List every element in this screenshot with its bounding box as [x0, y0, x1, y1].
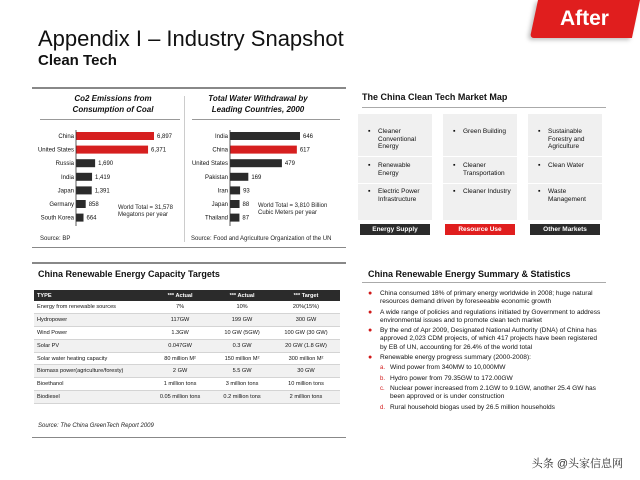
capacity-source: Source: The China GreenTech Report 2009: [38, 423, 154, 429]
table-row: [34, 391, 340, 404]
table-cell: Solar water heating capacity: [34, 352, 148, 365]
market-item: ▪ Cleaner Industry: [453, 188, 511, 195]
coal-category-label: United States: [37, 147, 74, 154]
after-tag: [530, 0, 640, 38]
table-cell: 10 GW (5GW): [212, 326, 272, 339]
table-cell: 0.2 million tons: [212, 391, 272, 404]
summary-bullet-text: By the end of Apr 2009, Designated National Authority (DNA) of China has approved 2,023 CDM projects, of which 417 projects have been registered by EB of UN, accounting for 26.4% of the world total: [380, 327, 597, 351]
summary-sub-item: [368, 375, 604, 383]
summary-sub-item: [368, 385, 604, 402]
sub-item-letter: c.: [380, 385, 385, 392]
water-chart-title: Total Water Withdrawal by Leading Countries, 2000: [208, 94, 308, 114]
summary-list: [368, 290, 604, 414]
summary-bullet: [368, 354, 604, 362]
coal-value-label: 858: [88, 202, 99, 208]
coal-value-label: 6,371: [151, 147, 167, 154]
col-target: *** Target: [272, 290, 340, 301]
table-cell: 20 GW (1.8 GW): [272, 339, 340, 352]
market-item: ▪ Green Building: [453, 128, 506, 135]
summary-title: China Renewable Energy Summary & Statistics: [368, 269, 571, 279]
market-item: ▪ Cleaner Transportation: [453, 162, 505, 177]
coal-category-label: Germany: [49, 202, 74, 208]
table-cell: 1 million tons: [148, 378, 212, 391]
summary-bullet-text: China consumed 18% of primary energy worldwide in 2008; huge natural resources demand driven by foreseeable economic growth: [380, 290, 593, 306]
coal-bar: [76, 200, 86, 208]
water-category-label: Thailand: [204, 215, 228, 222]
col-type: TYPE: [34, 290, 148, 301]
bullet-icon: ●: [368, 290, 373, 297]
water-bar: [230, 159, 282, 167]
table-cell: 10%: [212, 301, 272, 313]
coal-bar: [76, 173, 92, 181]
summary-rule: [362, 282, 606, 283]
water-category-label: China: [212, 147, 228, 154]
sub-item-text: Nuclear power increased from 2.1GW to 9.1GW, another 25.4 GW has been approved or is under construction: [390, 384, 596, 401]
table-cell: 20%(15%): [272, 301, 340, 313]
water-bar: [230, 200, 240, 208]
table-cell: 117GW: [148, 313, 212, 326]
table-cell: 0.047GW: [148, 339, 212, 352]
coal-bar: [76, 159, 95, 167]
market-sep-2: [358, 183, 602, 184]
table-cell: Bioethanol: [34, 378, 148, 391]
table-row: [34, 313, 340, 326]
table-cell: Hydropower: [34, 313, 148, 326]
coal-category-label: China: [58, 134, 74, 140]
table-cell: 3 million tons: [212, 378, 272, 391]
table-cell: 0.3 GW: [212, 339, 272, 352]
coal-category-label: India: [60, 174, 74, 181]
sub-item-letter: d.: [380, 404, 386, 411]
water-category-label: United States: [191, 161, 228, 168]
water-value-label: 169: [251, 174, 262, 181]
summary-bullet: [368, 309, 604, 326]
coal-chart-note: World Total = 31,578 Megatons per year: [118, 205, 173, 218]
table-cell: Energy from renewable sources: [34, 301, 148, 313]
coal-value-label: 664: [86, 215, 97, 222]
table-row: [34, 365, 340, 378]
charts-panel-bottom-border: [32, 247, 346, 248]
table-cell: Wind Power: [34, 326, 148, 339]
water-value-label: 87: [242, 215, 250, 222]
table-cell: Biodiesel: [34, 391, 148, 404]
sub-item-letter: a.: [380, 365, 386, 372]
market-item: ▪ Waste Management: [538, 188, 586, 203]
table-cell: 80 million M²: [148, 352, 212, 365]
coal-bar: [76, 186, 92, 194]
col-actual-2: *** Actual: [212, 290, 272, 301]
coal-chart-source: Source: BP: [40, 236, 71, 242]
charts-divider: [184, 96, 185, 242]
coal-value-label: 6,897: [157, 134, 173, 140]
market-item: ▪ Electric Power Infrastructure: [368, 188, 420, 203]
water-category-label: Japan: [211, 202, 228, 208]
water-value-label: 479: [284, 161, 295, 168]
table-cell: 199 GW: [212, 313, 272, 326]
table-cell: 150 million M²: [212, 352, 272, 365]
water-chart-note: World Total = 3,810 Billion Cubic Meters per year: [258, 203, 328, 216]
table-cell: 300 million M²: [272, 352, 340, 365]
market-item: ▪ Clean Water: [538, 162, 584, 169]
market-map-title: The China Clean Tech Market Map: [362, 92, 508, 102]
water-bar: [230, 146, 297, 154]
coal-chart-title-rule: [40, 119, 180, 120]
coal-category-label: Japan: [57, 188, 74, 195]
table-row: [34, 378, 340, 391]
water-bar: [230, 186, 240, 194]
water-chart-title-rule: [192, 119, 340, 120]
summary-bullet: [368, 327, 604, 352]
water-bar: [230, 173, 248, 181]
table-row: [34, 326, 340, 339]
capacity-title: China Renewable Energy Capacity Targets: [38, 269, 220, 279]
table-row: [34, 301, 340, 313]
coal-bar: [76, 214, 84, 222]
sub-item-text: Hydro power from 79.35GW to 172.00GW: [390, 374, 513, 382]
summary-bullet-text: A wide range of policies and regulations initiated by Government to address environmental issues and to promote clean tech market: [380, 308, 601, 324]
page-subtitle: Clean Tech: [38, 52, 117, 69]
summary-bullet: [368, 290, 604, 307]
table-cell: 300 GW: [272, 313, 340, 326]
table-cell: 100 GW (30 GW): [272, 326, 340, 339]
market-item: ▪ Cleaner Conventional Energy: [368, 128, 416, 150]
table-cell: 10 million tons: [272, 378, 340, 391]
table-row: [34, 352, 340, 365]
market-item: ▪ Renewable Energy: [368, 162, 411, 177]
water-value-label: 617: [299, 147, 310, 154]
coal-value-label: 1,419: [95, 174, 111, 181]
market-item: ▪ Sustainable Forestry and Agriculture: [538, 128, 585, 150]
summary-bullet-text: Renewable energy progress summary (2000-2008):: [380, 354, 531, 362]
water-value-label: 88: [242, 202, 250, 208]
water-bar: [230, 214, 239, 222]
summary-sub-item: [368, 364, 604, 372]
water-chart-source: Source: Food and Agriculture Organization of the UN: [191, 236, 332, 242]
table-cell: 2 GW: [148, 365, 212, 378]
table-cell: 1.3GW: [148, 326, 212, 339]
after-label: After: [560, 7, 610, 30]
table-cell: 5.5 GW: [212, 365, 272, 378]
coal-category-label: Russia: [55, 161, 74, 168]
coal-bar: [76, 132, 154, 140]
sub-item-letter: b.: [380, 375, 386, 382]
other-markets-button[interactable]: Other Markets: [530, 224, 600, 235]
coal-value-label: 1,690: [98, 161, 114, 168]
table-cell: 2 million tons: [272, 391, 340, 404]
market-sep-1: [358, 156, 602, 157]
table-cell: Biomass power(agriculture/foresty): [34, 365, 148, 378]
sub-item-text: Wind power from 340MW to 10,000MW: [390, 364, 506, 372]
coal-chart-title: Co2 Emissions from Consumption of Coal: [72, 94, 154, 114]
water-value-label: 93: [243, 188, 250, 195]
table-row: [34, 339, 340, 352]
coal-category-label: South Korea: [40, 215, 74, 222]
bullet-icon: ●: [368, 308, 373, 316]
water-category-label: Pakistan: [204, 174, 228, 181]
sub-item-text: Rural household biogas used by 26.5 million households: [390, 403, 555, 411]
water-category-label: India: [214, 134, 228, 140]
summary-sub-item: [368, 404, 604, 412]
resource-use-button[interactable]: Resource Use: [445, 224, 515, 235]
table-cell: 30 GW: [272, 365, 340, 378]
col-actual-1: *** Actual: [148, 290, 212, 301]
energy-supply-button[interactable]: Energy Supply: [360, 224, 430, 235]
table-cell: 0.05 million tons: [148, 391, 212, 404]
coal-bar: [76, 146, 148, 154]
watermark: 头条 @头家信息网: [529, 454, 626, 472]
bullet-icon: ●: [368, 354, 373, 362]
market-map-rule: [362, 107, 606, 108]
table-cell: 7%: [148, 301, 212, 313]
water-value-label: 646: [303, 134, 314, 140]
coal-value-label: 1,391: [94, 188, 110, 195]
water-category-label: Iran: [217, 188, 228, 195]
water-bar: [230, 132, 300, 140]
page-title: Appendix I – Industry Snapshot: [38, 26, 344, 51]
capacity-table: [34, 290, 340, 404]
table-cell: Solar PV: [34, 339, 148, 352]
bullet-icon: ●: [368, 327, 373, 335]
